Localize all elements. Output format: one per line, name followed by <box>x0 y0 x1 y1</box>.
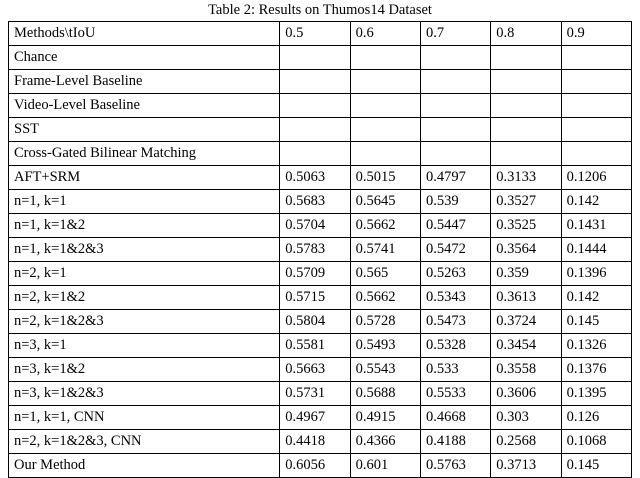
row-method-name: SST <box>9 118 280 142</box>
row-method-name: n=2, k=1 <box>9 262 280 286</box>
row-value: 0.3558 <box>491 358 561 382</box>
row-value: 0.5063 <box>280 166 350 190</box>
column-header-iou-07: 0.7 <box>420 22 490 46</box>
row-value: 0.145 <box>561 454 631 478</box>
row-value <box>491 142 561 166</box>
row-value: 0.5662 <box>350 214 420 238</box>
row-value <box>491 46 561 70</box>
row-value <box>561 142 631 166</box>
row-value: 0.601 <box>350 454 420 478</box>
table-row <box>9 142 632 166</box>
row-value <box>420 118 490 142</box>
row-value: 0.142 <box>561 286 631 310</box>
row-method-name: n=2, k=1&2&3 <box>9 310 280 334</box>
row-method-name: Cross-Gated Bilinear Matching <box>9 142 280 166</box>
row-method-name: Our Method <box>9 454 280 478</box>
row-value <box>561 118 631 142</box>
row-value: 0.5704 <box>280 214 350 238</box>
row-value: 0.5688 <box>350 382 420 406</box>
row-method-name: Video-Level Baseline <box>9 94 280 118</box>
row-value: 0.1396 <box>561 262 631 286</box>
row-value: 0.5328 <box>420 334 490 358</box>
row-value <box>350 118 420 142</box>
row-value: 0.5493 <box>350 334 420 358</box>
row-method-name: n=1, k=1, CNN <box>9 406 280 430</box>
row-value: 0.5663 <box>280 358 350 382</box>
table-row <box>9 214 632 238</box>
row-value: 0.5543 <box>350 358 420 382</box>
row-value: 0.2568 <box>491 430 561 454</box>
row-value: 0.3527 <box>491 190 561 214</box>
row-value: 0.126 <box>561 406 631 430</box>
row-method-name: n=3, k=1&2 <box>9 358 280 382</box>
row-value: 0.4915 <box>350 406 420 430</box>
row-value: 0.5683 <box>280 190 350 214</box>
row-method-name: n=2, k=1&2&3, CNN <box>9 430 280 454</box>
row-value: 0.5804 <box>280 310 350 334</box>
table-row <box>9 70 632 94</box>
row-value: 0.5263 <box>420 262 490 286</box>
table-row <box>9 190 632 214</box>
row-method-name: n=3, k=1&2&3 <box>9 382 280 406</box>
row-value: 0.5731 <box>280 382 350 406</box>
row-value <box>420 142 490 166</box>
column-header-iou-06: 0.6 <box>350 22 420 46</box>
row-value <box>350 142 420 166</box>
table-header-row <box>9 22 632 46</box>
row-value: 0.1326 <box>561 334 631 358</box>
row-value: 0.3713 <box>491 454 561 478</box>
row-value: 0.3133 <box>491 166 561 190</box>
row-value: 0.6056 <box>280 454 350 478</box>
table-row <box>9 238 632 262</box>
row-value: 0.5709 <box>280 262 350 286</box>
table-row <box>9 358 632 382</box>
row-method-name: n=2, k=1&2 <box>9 286 280 310</box>
row-value: 0.5763 <box>420 454 490 478</box>
row-value: 0.3724 <box>491 310 561 334</box>
row-value: 0.565 <box>350 262 420 286</box>
table-row <box>9 334 632 358</box>
row-value: 0.5015 <box>350 166 420 190</box>
row-value: 0.5473 <box>420 310 490 334</box>
row-value: 0.5533 <box>420 382 490 406</box>
row-value <box>280 94 350 118</box>
row-value: 0.1068 <box>561 430 631 454</box>
row-value <box>280 142 350 166</box>
table-row <box>9 118 632 142</box>
table-row <box>9 454 632 478</box>
row-value: 0.1206 <box>561 166 631 190</box>
row-value <box>561 94 631 118</box>
column-header-iou-05: 0.5 <box>280 22 350 46</box>
row-value: 0.4797 <box>420 166 490 190</box>
table-row <box>9 166 632 190</box>
row-value: 0.5447 <box>420 214 490 238</box>
results-table <box>8 21 632 478</box>
row-value: 0.1431 <box>561 214 631 238</box>
row-value: 0.539 <box>420 190 490 214</box>
row-value: 0.5783 <box>280 238 350 262</box>
row-value: 0.4188 <box>420 430 490 454</box>
table-row <box>9 94 632 118</box>
row-value: 0.533 <box>420 358 490 382</box>
column-header-methods: Methods\tIoU <box>9 22 280 46</box>
row-method-name: n=1, k=1&2&3 <box>9 238 280 262</box>
row-value: 0.4366 <box>350 430 420 454</box>
row-method-name: AFT+SRM <box>9 166 280 190</box>
row-value: 0.4668 <box>420 406 490 430</box>
row-value <box>561 46 631 70</box>
row-value: 0.5741 <box>350 238 420 262</box>
row-value: 0.145 <box>561 310 631 334</box>
row-method-name: Frame-Level Baseline <box>9 70 280 94</box>
row-method-name: n=3, k=1 <box>9 334 280 358</box>
table-row <box>9 406 632 430</box>
row-value <box>561 70 631 94</box>
row-value: 0.5715 <box>280 286 350 310</box>
row-value <box>280 46 350 70</box>
row-method-name: n=1, k=1&2 <box>9 214 280 238</box>
row-value: 0.3606 <box>491 382 561 406</box>
table-row <box>9 262 632 286</box>
row-value: 0.3564 <box>491 238 561 262</box>
row-value: 0.3525 <box>491 214 561 238</box>
row-value: 0.1376 <box>561 358 631 382</box>
row-value <box>350 70 420 94</box>
row-value <box>491 118 561 142</box>
row-value: 0.359 <box>491 262 561 286</box>
row-value <box>280 70 350 94</box>
row-value <box>350 94 420 118</box>
row-value <box>420 46 490 70</box>
row-value: 0.4967 <box>280 406 350 430</box>
row-value: 0.142 <box>561 190 631 214</box>
table-row <box>9 310 632 334</box>
row-value: 0.5581 <box>280 334 350 358</box>
row-value <box>491 94 561 118</box>
row-method-name: n=1, k=1 <box>9 190 280 214</box>
row-value <box>280 118 350 142</box>
row-value: 0.5472 <box>420 238 490 262</box>
row-value: 0.303 <box>491 406 561 430</box>
table-row <box>9 46 632 70</box>
row-value <box>420 70 490 94</box>
row-value <box>491 70 561 94</box>
row-value <box>420 94 490 118</box>
column-header-iou-09: 0.9 <box>561 22 631 46</box>
table-row <box>9 430 632 454</box>
column-header-iou-08: 0.8 <box>491 22 561 46</box>
row-value: 0.5662 <box>350 286 420 310</box>
row-value: 0.4418 <box>280 430 350 454</box>
row-value: 0.3454 <box>491 334 561 358</box>
row-value: 0.5728 <box>350 310 420 334</box>
row-value: 0.1395 <box>561 382 631 406</box>
table-row <box>9 382 632 406</box>
row-value: 0.5645 <box>350 190 420 214</box>
table-caption: Table 2: Results on Thumos14 Dataset <box>208 2 432 18</box>
row-value <box>350 46 420 70</box>
row-value: 0.1444 <box>561 238 631 262</box>
row-method-name: Chance <box>9 46 280 70</box>
table-row <box>9 286 632 310</box>
row-value: 0.3613 <box>491 286 561 310</box>
row-value: 0.5343 <box>420 286 490 310</box>
